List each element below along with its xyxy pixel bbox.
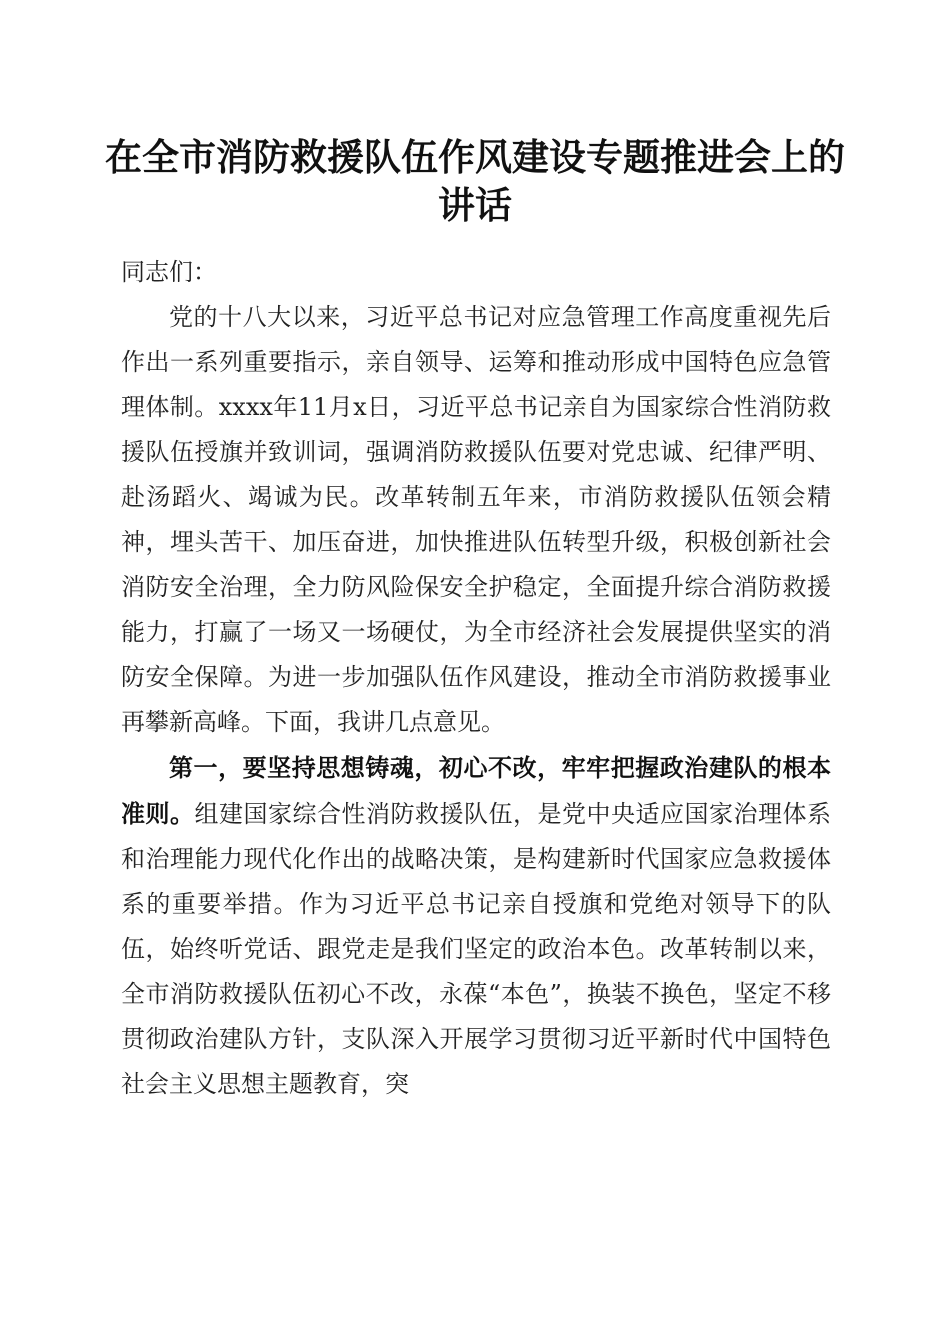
title-line-2: 讲话 — [438, 183, 512, 227]
paragraph-body-text: 组建国家综合性消防救援队伍，是党中央适应国家治理体系和治理能力现代化作出的战略决策，是构建新时代国家应急救援体系的重要举措。作为习近平总书记亲自授旗和党绝对领导下的队伍，始终听党话、跟党走是我们坚定的政治本色。改革转制以来，全市消防救援队伍初心不改，永葆“本色”，换装不换色，坚定不移贯彻政治建队方针，支队深入开展学习贯彻习近平新时代中国特色社会主义思想主题教育，突 — [121, 800, 831, 1098]
document-body — [121, 250, 831, 1107]
paragraph-intro: 党的十八大以来，习近平总书记对应急管理工作高度重视先后作出一系列重要指示，亲自领导、运筹和推动形成中国特色应急管理体制。xxxx年11月x日，习近平总书记亲自为国家综合性消防救援队伍授旗并致训词，强调消防救援队伍要对党忠诚、纪律严明、赴汤蹈火、竭诚为民。改革转制五年来，市消防救援队伍领会精神，埋头苦干、加压奋进，加快推进队伍转型升级，积极创新社会消防安全治理，全力防风险保安全护稳定，全面提升综合消防救援能力，打赢了一场又一场硬仗，为全市经济社会发展提供坚实的消防安全保障。为进一步加强队伍作风建设，推动全市消防救援事业再攀新高峰。下面，我讲几点意见。 — [121, 303, 831, 736]
paragraph-lead-sentence: 第一，要坚持思想铸魂，初心不改，牢牢把握政治建队的根本准则。 — [121, 753, 831, 828]
salutation: 同志们： — [121, 258, 217, 286]
document-title — [100, 133, 850, 229]
title-line-1: 在全市消防救援队伍作风建设专题推进会上的 — [105, 135, 845, 179]
paragraph-first-point — [121, 745, 831, 1107]
